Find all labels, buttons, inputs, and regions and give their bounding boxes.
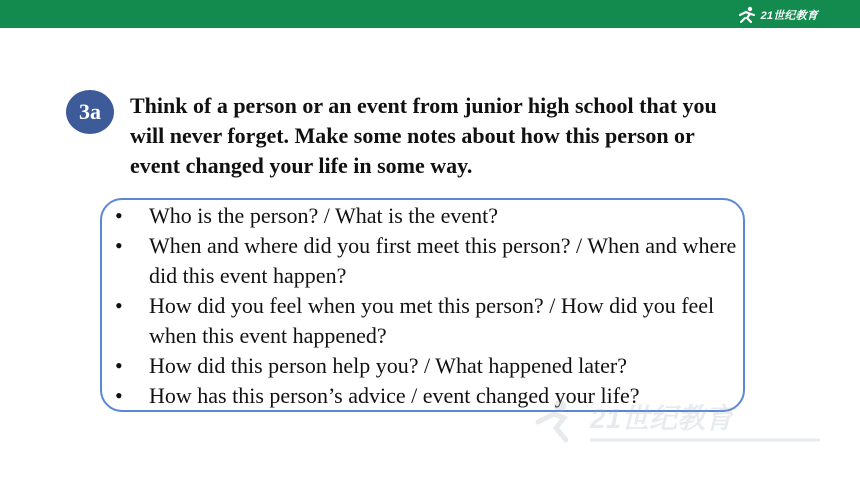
list-item [110, 201, 740, 231]
list-item [110, 231, 740, 291]
watermark-logo-icon [530, 392, 830, 452]
bullet-icon: • [115, 353, 123, 378]
logo-text: 21世纪教育 [760, 10, 818, 22]
instruction-text: Think of a person or an event from junior high school that you will never forget. Make some notes about how this person or event changed your life in some way. [130, 93, 717, 178]
watermark-text: 21世纪教育 [590, 403, 734, 434]
runner-logo-icon [736, 6, 758, 24]
list-item [110, 291, 740, 351]
header-bar [0, 0, 860, 28]
question-list [110, 201, 740, 411]
question-text: How did this person help you? / What happened later? [149, 353, 627, 378]
question-text: Who is the person? / What is the event? [149, 203, 499, 228]
bullet-icon: • [115, 293, 123, 318]
bullet-icon: • [115, 383, 123, 408]
bullet-icon: • [115, 203, 123, 228]
question-text: How has this person’s advice / event changed your life? [149, 383, 640, 408]
question-text: When and where did you first meet this person? / When and where did this event happen? [149, 233, 737, 288]
brand-logo [736, 5, 818, 25]
list-item [110, 351, 740, 381]
bullet-icon: • [115, 233, 123, 258]
question-text: How did you feel when you met this person? / How did you feel when this event happened? [149, 293, 715, 348]
exercise-badge: 3a [66, 90, 114, 134]
